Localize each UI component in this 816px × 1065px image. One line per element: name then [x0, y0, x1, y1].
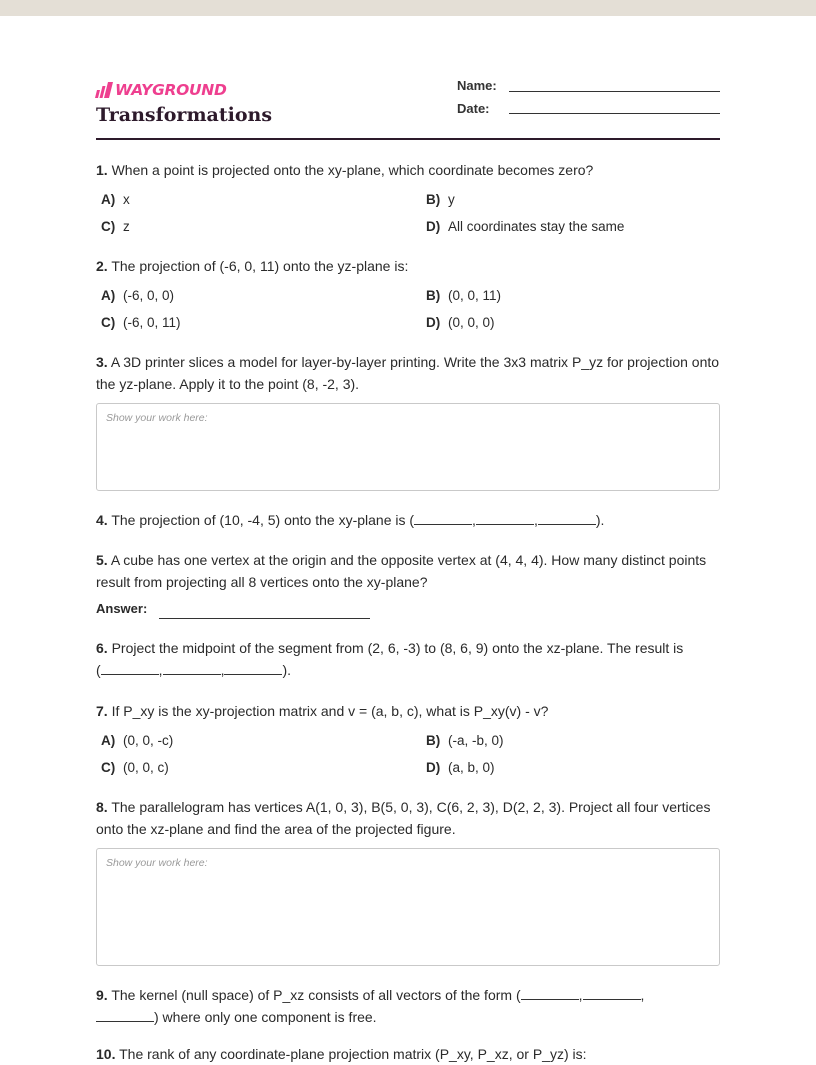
- question-text: The projection of (10, -4, 5) onto the xy-plane is (: [111, 512, 415, 528]
- option-7d[interactable]: D) (a, b, 0): [426, 760, 495, 775]
- option-1a[interactable]: A) x: [101, 192, 130, 207]
- header-divider: [96, 138, 720, 140]
- blank-x[interactable]: [414, 510, 472, 525]
- question-7: [96, 700, 720, 722]
- option-2b[interactable]: B) (0, 0, 11): [426, 288, 502, 303]
- question-8: [96, 796, 720, 840]
- work-placeholder: Show your work here:: [106, 412, 208, 424]
- question-2: [96, 255, 720, 277]
- work-area-3[interactable]: [96, 403, 720, 491]
- question-text: A 3D printer slices a model for layer-by-layer printing. Write the 3x3 matrix P_yz for projection onto the yz-plane. Apply it to the point (8, -2, 3).: [96, 354, 720, 392]
- question-1: [96, 159, 720, 181]
- question-number: 8.: [96, 799, 108, 815]
- question-text: The projection of (-6, 0, 11) onto the yz-plane is:: [111, 258, 409, 274]
- question-text: The rank of any coordinate-plane projection matrix (P_xy, P_xz, or P_yz) is:: [119, 1046, 587, 1062]
- option-7c[interactable]: C) (0, 0, c): [101, 760, 169, 775]
- work-placeholder: Show your work here:: [106, 857, 208, 869]
- question-number: 5.: [96, 552, 108, 568]
- question-9: 9. The kernel (null space) of P_xz consists of all vectors of the form ( , , ) where only one component is free.: [96, 987, 645, 1025]
- question-10: [96, 1043, 720, 1065]
- question-text: The kernel (null space) of P_xz consists of all vectors of the form (: [111, 987, 521, 1003]
- question-number: 3.: [96, 354, 108, 370]
- question-5: [96, 549, 720, 593]
- answer-field[interactable]: [159, 618, 370, 619]
- question-text: When a point is projected onto the xy-plane, which coordinate becomes zero?: [111, 162, 594, 178]
- name-label: Name:: [457, 78, 497, 93]
- blank-z[interactable]: [224, 660, 282, 675]
- brand-mark-icon: [96, 82, 111, 98]
- work-area-8[interactable]: [96, 848, 720, 966]
- worksheet-title: Transformations: [96, 104, 273, 126]
- brand-logo: [96, 80, 227, 100]
- name-field[interactable]: [509, 91, 720, 92]
- question-number: 1.: [96, 162, 108, 178]
- option-1d[interactable]: D) All coordinates stay the same: [426, 219, 625, 234]
- question-text: The parallelogram has vertices A(1, 0, 3), B(5, 0, 3), C(6, 2, 3), D(2, 2, 3). Project all four vertices onto the xz-plane and find the area of the projected figure.: [96, 799, 711, 837]
- question-3: [96, 351, 720, 395]
- option-1b[interactable]: B) y: [426, 192, 455, 207]
- blank-x[interactable]: [101, 660, 159, 675]
- blank-y[interactable]: [163, 660, 221, 675]
- date-field[interactable]: [509, 113, 720, 114]
- question-number: 9.: [96, 987, 108, 1003]
- question-number: 6.: [96, 640, 108, 656]
- question-6: 6. Project the midpoint of the segment from (2, 6, -3) to (8, 6, 9) onto the xz-plane. The result is ( , , ).: [96, 640, 684, 678]
- answer-label: Answer:: [96, 601, 148, 616]
- blank-z[interactable]: [538, 510, 596, 525]
- page-top-edge: [0, 0, 816, 16]
- option-1c[interactable]: C) z: [101, 219, 130, 234]
- question-number: 4.: [96, 512, 108, 528]
- option-2a[interactable]: A) (-6, 0, 0): [101, 288, 175, 303]
- blank-y[interactable]: [583, 985, 641, 1000]
- option-7a[interactable]: A) (0, 0, -c): [101, 733, 174, 748]
- date-label: Date:: [457, 101, 490, 116]
- question-text: Project the midpoint of the segment from (2, 6, -3) to (8, 6, 9) onto the xz-plane. The result is: [111, 640, 684, 656]
- question-number: 7.: [96, 703, 108, 719]
- option-7b[interactable]: B) (-a, -b, 0): [426, 733, 504, 748]
- option-2c[interactable]: C) (-6, 0, 11): [101, 315, 181, 330]
- blank-z[interactable]: [96, 1007, 154, 1022]
- brand-name: WAYGROUND: [115, 81, 227, 99]
- option-2d[interactable]: D) (0, 0, 0): [426, 315, 495, 330]
- question-number: 2.: [96, 258, 108, 274]
- question-number: 10.: [96, 1046, 116, 1062]
- blank-x[interactable]: [521, 985, 579, 1000]
- question-text: A cube has one vertex at the origin and the opposite vertex at (4, 4, 4). How many distinct points result from projecting all 8 vertices onto the xy-plane?: [96, 552, 707, 590]
- blank-y[interactable]: [476, 510, 534, 525]
- question-text: If P_xy is the xy-projection matrix and v = (a, b, c), what is P_xy(v) - v?: [111, 703, 549, 719]
- question-4: 4. The projection of (10, -4, 5) onto the xy-plane is ( , , ).: [96, 512, 605, 528]
